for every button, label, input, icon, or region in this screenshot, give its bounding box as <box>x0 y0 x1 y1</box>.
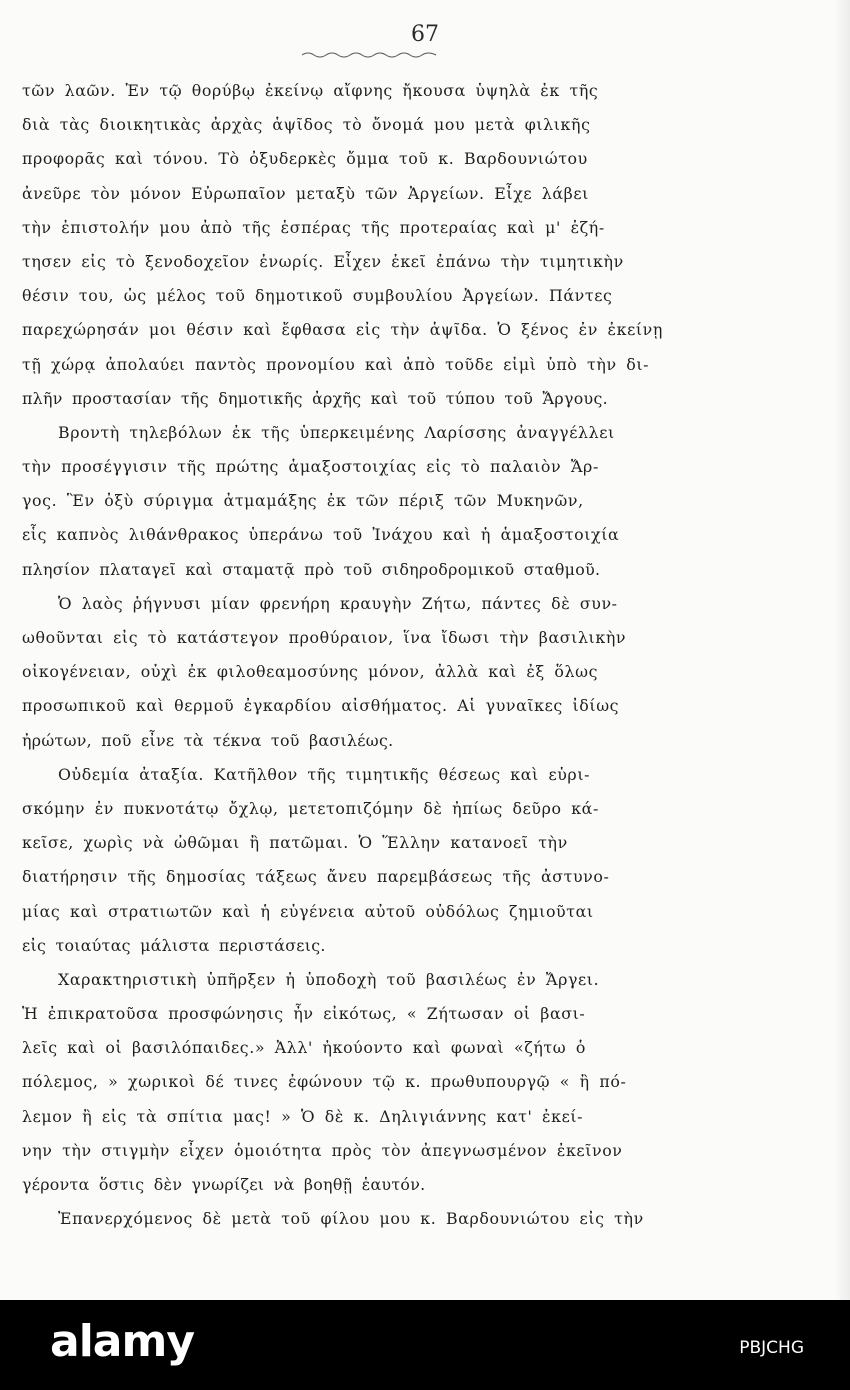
text-line: διατήρησιν τῆς δημοσίας τάξεως ἄνευ παρεμβάσεως τῆς ἀστυνο- <box>22 867 610 887</box>
text-line: εἰς τοιαύτας μάλιστα περιστάσεις. <box>22 935 326 955</box>
text-line: τησεν εἰς τὸ ξενοδοχεῖον ἐνωρίς. Εἶχεν ἐκεῖ ἐπάνω τὴν τιμητικὴν <box>22 251 624 271</box>
text-line: προφορᾶς καὶ τόνου. Τὸ ὀξυδερκὲς ὄμμα τοῦ κ. Βαρδουνιώτου <box>22 149 588 169</box>
text-line: πλησίον πλαταγεῖ καὶ σταματᾷ πρὸ τοῦ σιδηροδρομικοῦ σταθμοῦ. <box>22 559 601 579</box>
text-line: τὴν προσέγγισιν τῆς πρώτης ἁμαξοστοιχίας εἰς τὸ παλαιὸν Ἄρ- <box>22 457 599 477</box>
text-line: τῶν λαῶν. Ἐν τῷ θορύβῳ ἐκείνῳ αἴφνης ἤκουσα ὑψηλὰ ἐκ τῆς <box>22 81 599 100</box>
text-line: γέροντα ὅστις δὲν γνωρίζει νὰ βοηθῇ ἑαυτόν. <box>22 1175 426 1194</box>
text-line: πλῆν προστασίαν τῆς δημοτικῆς ἀρχῆς καὶ τοῦ τύπου τοῦ Ἄργους. <box>22 388 608 408</box>
text-line: ἠρώτων, ποῦ εἶνε τὰ τέκνα τοῦ βασιλέως. <box>22 730 394 750</box>
text-line: εἷς καπνὸς λιθάνθρακος ὑπεράνω τοῦ Ἰνάχου καὶ ἡ ἁμαξοστοιχία <box>22 525 620 545</box>
text-line: διὰ τὰς διοικητικὰς ἀρχὰς ἁψῖδος τὸ ὄνομά μου μετὰ φιλικῆς <box>22 115 591 135</box>
text-line: σκόμην ἐν πυκνοτάτῳ ὄχλῳ, μετετοπιζόμην δὲ ἠπίως δεῦρο κά- <box>22 798 599 818</box>
text-line: κεῖσε, χωρὶς νὰ ὠθῶμαι ἢ πατῶμαι. Ὁ Ἕλλην κατανοεῖ τὴν <box>22 833 568 853</box>
page-edge-shadow <box>834 0 850 1300</box>
text-line: Χαρακτηριστικὴ ὑπῆρξεν ἡ ὑποδοχὴ τοῦ βασιλέως ἐν Ἄργει. <box>58 969 600 989</box>
text-line: Ἡ ἐπικρατοῦσα προσφώνησις ἦν εἰκότως, « Ζήτωσαν οἱ βασι- <box>22 1004 586 1024</box>
page-number: 67 <box>411 22 439 47</box>
text-line: ἀνεῦρε τὸν μόνον Εὐρωπαῖον μεταξὺ τῶν Ἀργείων. Εἶχε λάβει <box>22 183 589 203</box>
text-line: Ἐπανερχόμενος δὲ μετὰ τοῦ φίλου μου κ. Βαρδουνιώτου εἰς τὴν <box>58 1209 644 1229</box>
text-line: οἰκογένειαν, οὐχὶ ἐκ φιλοθεαμοσύνης μόνον, ἀλλὰ καὶ ἐξ ὅλως <box>22 662 599 682</box>
text-line: παρεχώρησάν μοι θέσιν καὶ ἔφθασα εἰς τὴν ἁψῖδα. Ὁ ξένος ἐν ἐκείνῃ <box>22 320 663 340</box>
alamy-logo: alamy <box>50 1316 194 1367</box>
text-line: ωθοῦνται εἰς τὸ κατάστεγον προθύραιον, ἵνα ἴδωσι τὴν βασιλικὴν <box>22 628 627 647</box>
text-line: θέσιν του, ὡς μέλος τοῦ δημοτικοῦ συμβουλίου Ἀργείων. Πάντες <box>22 286 613 306</box>
text-line: λεμον ἢ εἰς τὰ σπίτια μας! » Ὁ δὲ κ. Δηλιγιάννης κατ' ἐκεί- <box>22 1106 584 1126</box>
text-line: Βροντὴ τηλεβόλων ἐκ τῆς ὑπερκειμένης Λαρίσσης ἀναγγέλλει <box>58 422 615 442</box>
text-line: προσωπικοῦ καὶ θερμοῦ ἐγκαρδίου αἰσθήματος. Αἱ γυναῖκες ἰδίως <box>22 696 620 716</box>
text-line: πόλεμος, » χωρικοὶ δέ τινες ἐφώνουν τῷ κ. πρωθυπουργῷ « ἢ πό- <box>22 1072 627 1092</box>
image-id-label: PBJCHG <box>739 1338 804 1358</box>
body-text <box>22 74 762 1236</box>
text-line: Οὐδεμία ἀταξία. Κατῆλθον τῆς τιμητικῆς θέσεως καὶ εὑρι- <box>58 764 591 784</box>
text-line: τῇ χώρᾳ ἀπολαύει παντὸς προνομίου καὶ ἀπὸ τοῦδε εἰμὶ ὑπὸ τὴν δι- <box>22 354 650 374</box>
text-line: νην τὴν στιγμὴν εἶχεν ὁμοιότητα πρὸς τὸν ἀπεγνωσμένον ἐκεῖνον <box>22 1140 623 1160</box>
text-line: μίας καὶ στρατιωτῶν καὶ ἡ εὐγένεια αὐτοῦ οὐδόλως ζημιοῦται <box>22 901 594 921</box>
ornament-rule <box>300 50 440 58</box>
text-line: γος. Ἓν ὀξὺ σύριγμα ἀτμαμάξης ἐκ τῶν πέριξ τῶν Μυκηνῶν, <box>22 491 584 511</box>
text-line: Ὁ λαὸς ῥήγνυσι μίαν φρενήρη κραυγὴν Ζήτω, πάντες δὲ συν- <box>58 593 618 613</box>
text-line: λεῖς καὶ οἱ βασιλόπαιδες.» Ἀλλ' ἠκούοντο καὶ φωναὶ «ζήτω ὁ <box>22 1038 586 1058</box>
text-line: τὴν ἐπιστολήν μου ἀπὸ τῆς ἑσπέρας τῆς προτεραίας καὶ μ' ἐζή- <box>22 217 605 237</box>
